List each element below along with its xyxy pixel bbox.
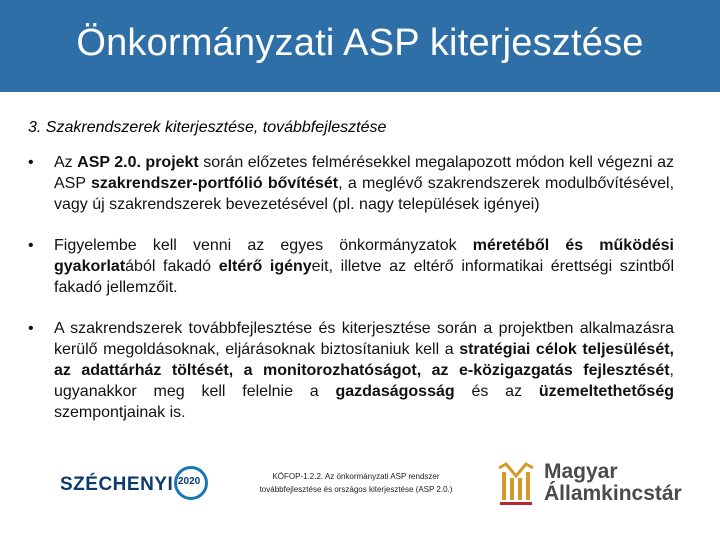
szechenyi-logo-year: 2020	[178, 476, 201, 487]
title-bar	[0, 0, 720, 92]
bullet-list	[28, 152, 674, 443]
footnote-line-1: KÖFOP-1.2.2. Az önkormányzati ASP rendszer	[272, 472, 440, 481]
project-footnote	[238, 470, 474, 496]
magyar-allamkincstar-logo	[496, 460, 696, 510]
bullet-dot: •	[28, 320, 34, 337]
bullet-item	[28, 235, 674, 298]
bullet-text: Figyelembe kell venni az egyes önkormányzatok méretéből és működési gyakorlatából fakadó eltérő igényeit, illetve az eltérő informatikai érettségi szintből fakadó jellemzőit.	[54, 237, 674, 296]
treasury-emblem-icon	[496, 462, 536, 506]
szechenyi-2020-logo	[60, 466, 220, 502]
bullet-item	[28, 152, 674, 215]
footnote-line-2: továbbfejlesztése és országos kiterjesztése (ASP 2.0.)	[259, 485, 453, 494]
bullet-text: A szakrendszerek továbbfejlesztése és kiterjesztése során a projektben alkalmazásra kerülő megoldásoknak, eljárásoknak biztosítaniuk kell a stratégiai célok teljesülését, az adattárház töltését, a monitorozhatóságot, az e-közigazgatás fejlesztését, ugyanakkor meg kell felelnie a gazdaságosság és az üzemeltethetőség szempontjainak is.	[54, 320, 675, 421]
slide-title: Önkormányzati ASP kiterjesztése	[76, 22, 644, 64]
szechenyi-logo-text: SZÉCHENYI	[60, 474, 174, 495]
bullet-text: Az ASP 2.0. projekt során előzetes felmérésekkel megalapozott módon kell végezni az ASP szakrendszer-portfólió bővítését, a meglévő szakrendszerek modulbővítésével, vagy új szakrendszerek bevezetésével (pl. nagy települések igényei)	[54, 154, 675, 213]
bullet-dot: •	[28, 237, 34, 254]
bullet-item	[28, 318, 674, 423]
bullet-dot: •	[28, 154, 34, 171]
treasury-name-line-2: Államkincstár	[544, 482, 682, 505]
slide-subtitle: 3. Szakrendszerek kiterjesztése, továbbfejlesztése	[28, 119, 387, 136]
treasury-name-line-1: Magyar	[544, 460, 618, 483]
